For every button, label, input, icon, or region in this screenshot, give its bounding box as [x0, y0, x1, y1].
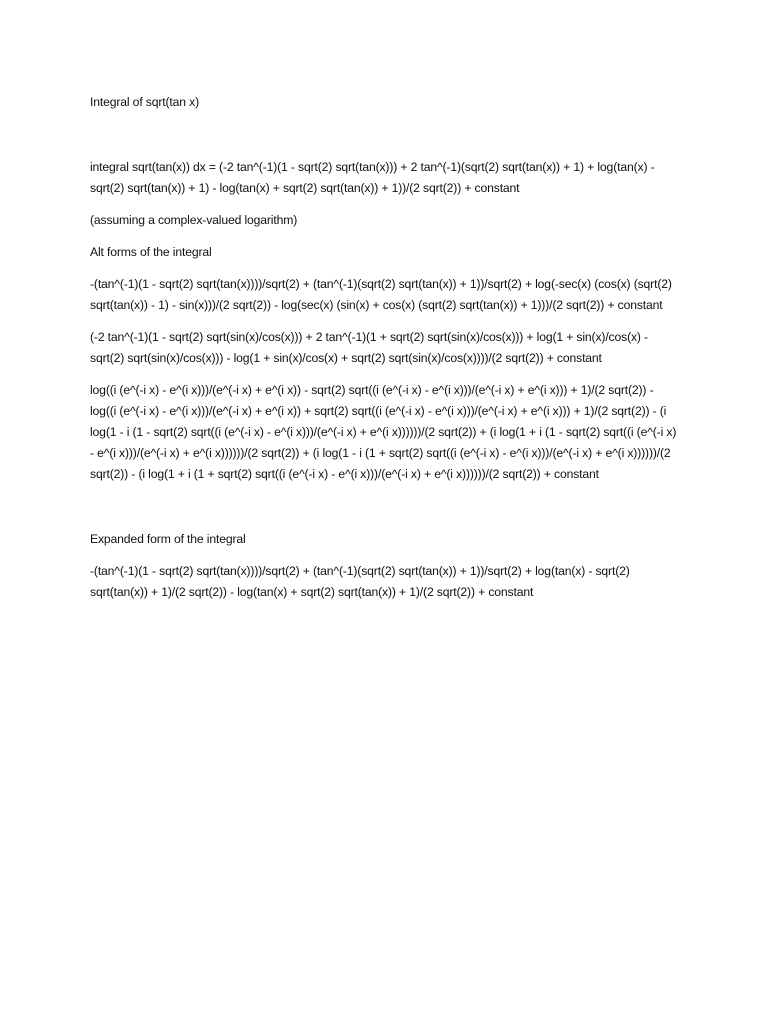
alt-form-1-paragraph: -(tan^(-1)(1 - sqrt(2) sqrt(tan(x))))/sqrt(2) + (tan^(-1)(sqrt(2) sqrt(tan(x)) + 1))/sqrt(2) + log(-sec(x) (cos(x) (sqrt(2) sqrt(tan(x)) - 1) - sin(x)))/(2 sqrt(2)) - log(sec(x) (sin(x) + cos(x) (sqrt(2) sqrt(tan(x)) + 1)))/(2 sqrt(2)) + constant: [90, 277, 672, 312]
alt-forms-heading: Alt forms of the integral: [90, 245, 212, 259]
alt-form-2-paragraph: (-2 tan^(-1)(1 - sqrt(2) sqrt(sin(x)/cos(x))) + 2 tan^(-1)(1 + sqrt(2) sqrt(sin(x)/cos(x))) + log(1 + sin(x)/cos(x) - sqrt(2) sqrt(sin(x)/cos(x))) - log(1 + sin(x)/cos(x) + sqrt(2) sqrt(sin(x)/cos(x))))/(2 sqrt(2)) + constant: [90, 330, 648, 365]
document-title: Integral of sqrt(tan x): [90, 95, 199, 109]
main-result-paragraph: integral sqrt(tan(x)) dx = (-2 tan^(-1)(1 - sqrt(2) sqrt(tan(x))) + 2 tan^(-1)(sqrt(2) sqrt(tan(x)) + 1) + log(tan(x) - sqrt(2) sqrt(tan(x)) + 1) - log(tan(x) + sqrt(2) sqrt(tan(x)) + 1))/(2 sqrt(2)) + constant: [90, 160, 655, 195]
assumption-note: (assuming a complex-valued logarithm): [90, 213, 298, 227]
document-body: [90, 92, 680, 603]
expanded-form-heading: Expanded form of the integral: [90, 532, 246, 546]
alt-form-3-paragraph: log((i (e^(-i x) - e^(i x)))/(e^(-i x) + e^(i x)) - sqrt(2) sqrt((i (e^(-i x) - e^(i x)))/(e^(-i x) + e^(i x))) + 1)/(2 sqrt(2)) - log((i (e^(-i x) - e^(i x)))/(e^(-i x) + e^(i x)) + sqrt(2) sqrt((i (e^(-i x) - e^(i x)))/(e^(-i x) + e^(i x))) + 1)/(2 sqrt(2)) - (i log(1 - i (1 - sqrt(2) sqrt((i (e^(-i x) - e^(i x)))/(e^(-i x) + e^(i x))))))/(2 sqrt(2)) + (i log(1 + i (1 - sqrt(2) sqrt((i (e^(-i x) - e^(i x)))/(e^(-i x) + e^(i x))))))/(2 sqrt(2)) + (i log(1 - i (1 + sqrt(2) sqrt((i (e^(-i x) - e^(i x)))/(e^(-i x) + e^(i x))))))/(2 sqrt(2)) - (i log(1 + i (1 + sqrt(2) sqrt((i (e^(-i x) - e^(i x)))/(e^(-i x) + e^(i x))))))/(2 sqrt(2)) + constant: [90, 383, 677, 481]
expanded-form-paragraph: -(tan^(-1)(1 - sqrt(2) sqrt(tan(x))))/sqrt(2) + (tan^(-1)(sqrt(2) sqrt(tan(x)) + 1))/sqrt(2) + log(tan(x) - sqrt(2) sqrt(tan(x)) + 1)/(2 sqrt(2)) - log(tan(x) + sqrt(2) sqrt(tan(x)) + 1)/(2 sqrt(2)) + constant: [90, 564, 630, 599]
